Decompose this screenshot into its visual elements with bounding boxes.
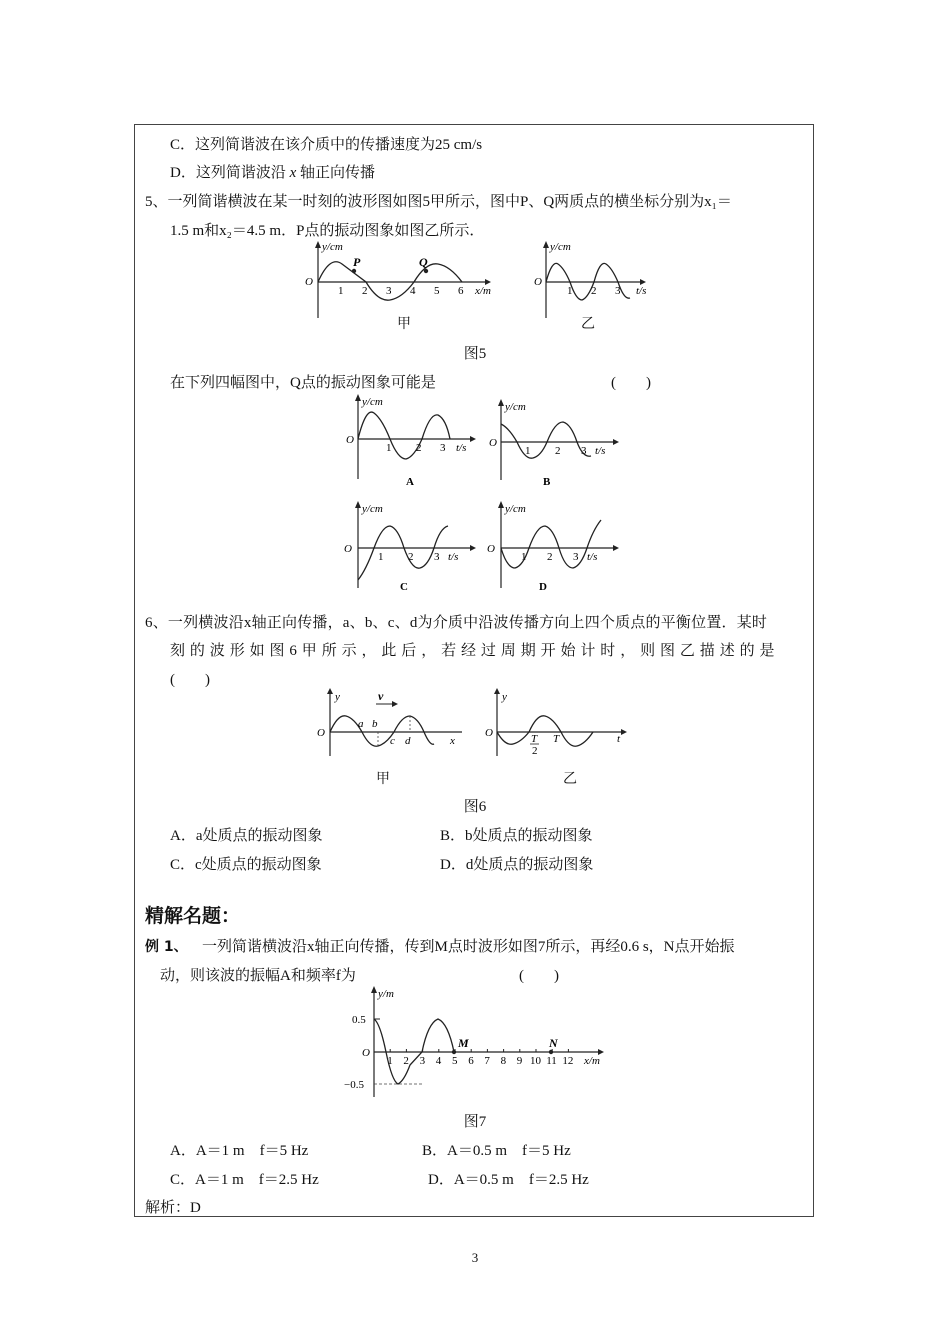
- example1-figure: [340, 985, 620, 1100]
- y-axis-label: y/cm: [362, 396, 383, 408]
- x-tick-label: 5: [452, 1055, 458, 1067]
- tick-2: 2: [362, 285, 368, 297]
- q5-figure-yi: [530, 240, 660, 320]
- x-tick-label: 9: [516, 1055, 523, 1067]
- y-tick-neg: −0.5: [344, 1079, 364, 1091]
- point-d-label: d: [405, 735, 411, 747]
- x-tick-label: 2: [403, 1055, 409, 1067]
- point-m-marker: [452, 1050, 456, 1054]
- tick-1: 1: [525, 445, 531, 457]
- q5-stem-line2: 1.5 m和x₂＝4.5 m．P点的振动图象如图乙所示．: [170, 223, 485, 239]
- q6-figure-jia: [312, 688, 472, 760]
- x-axis-label: t/s: [587, 551, 598, 563]
- tick-1: 1: [521, 551, 527, 563]
- choice-c-label: C: [400, 581, 408, 593]
- y-axis-label: y/cm: [505, 503, 526, 515]
- example1-label: 例 1、: [145, 939, 188, 955]
- page-number: 3: [471, 1250, 479, 1265]
- q6-figure-caption: 图6: [463, 799, 487, 815]
- q5-stem-line1: 5、一列简谐横波在某一时刻的波形图如图5甲所示，图中P、Q两质点的横坐标分别为x₁＝: [145, 194, 732, 210]
- q5-panel-yi: 乙: [581, 317, 595, 332]
- x-tick-label: 7: [484, 1055, 490, 1067]
- example1-answer-paren: ( ): [519, 968, 559, 984]
- tick-3: 3: [615, 285, 621, 297]
- x-tick-label: 4: [435, 1055, 442, 1067]
- tick-1: 1: [567, 285, 573, 297]
- tick-2: 2: [408, 551, 414, 563]
- q6-option-c: C．c处质点的振动图象: [170, 857, 322, 873]
- point-m-label: M: [458, 1036, 469, 1050]
- q6-option-d: D．d处质点的振动图象: [440, 857, 594, 873]
- q5-answer-paren: ( ): [611, 375, 651, 391]
- tick-3: 3: [440, 442, 446, 454]
- x-axis-label: t/s: [595, 445, 606, 457]
- origin-label: O: [317, 727, 325, 739]
- velocity-label: v: [378, 689, 384, 703]
- example1-option-c: C．A＝1 m f＝2.5 Hz: [170, 1172, 319, 1188]
- tick-1: 1: [386, 442, 392, 454]
- q5-figure-caption: 图5: [463, 346, 487, 362]
- tick-4: 4: [410, 285, 416, 297]
- q4-option-c: C．这列简谐波在该介质中的传播速度为25 cm/s: [170, 137, 483, 153]
- tick-period: T: [553, 733, 560, 745]
- tick-half-period-num: T: [531, 733, 538, 745]
- y-axis-label: y/cm: [362, 503, 383, 515]
- point-q-label: Q: [419, 255, 428, 269]
- example1-stem-line2: 动，则该波的振幅A和频率f为: [160, 968, 356, 984]
- tick-2: 2: [547, 551, 553, 563]
- tick-1: 1: [378, 551, 384, 563]
- tick-1: 1: [338, 285, 344, 297]
- x-tick-label: 8: [500, 1055, 507, 1067]
- choice-a-label: A: [406, 476, 414, 488]
- y-tick-pos: 0.5: [352, 1014, 366, 1026]
- q5-choice-d-graph: [483, 500, 623, 595]
- tick-2: 2: [555, 445, 561, 457]
- example1-option-d: D．A＝0.5 m f＝2.5 Hz: [428, 1172, 589, 1188]
- origin-label: O: [346, 434, 354, 446]
- q6-figure-yi: [483, 688, 643, 760]
- x-axis-label: x/m: [475, 285, 491, 297]
- q6-option-b: B．b处质点的振动图象: [440, 828, 593, 844]
- q6-stem-line2: 刻的波形如图6甲所示，此后，若经过周期开始计时，则图乙描述的是: [170, 643, 780, 659]
- example1-option-a: A．A＝1 m f＝5 Hz: [170, 1143, 309, 1159]
- point-p-marker: [352, 269, 356, 273]
- y-axis-label: y/m: [378, 988, 394, 1000]
- tick-2: 2: [591, 285, 597, 297]
- example1-analysis: 解析：D: [145, 1200, 201, 1216]
- q5-figure-jia: [300, 240, 510, 320]
- q5-panel-jia: 甲: [397, 317, 411, 332]
- y-axis-label: y/cm: [550, 241, 571, 253]
- q5-question: 在下列四幅图中，Q点的振动图象可能是: [170, 375, 436, 391]
- point-n-label: N: [549, 1036, 558, 1050]
- origin-label: O: [489, 437, 497, 449]
- y-axis-label: y: [335, 691, 340, 703]
- x-tick-label: 1: [387, 1055, 393, 1067]
- point-b-label: b: [372, 718, 378, 730]
- choice-d-label: D: [539, 581, 547, 593]
- y-axis-label: y: [502, 691, 507, 703]
- x-axis-label: t/s: [448, 551, 459, 563]
- x-axis-label: t/s: [636, 285, 647, 297]
- y-axis-label: y/cm: [505, 401, 526, 413]
- q6-panel-jia: 甲: [376, 772, 390, 787]
- q4-option-d: D．这列简谐波沿 x 轴正向传播: [170, 165, 376, 181]
- tick-3: 3: [573, 551, 579, 563]
- q6-panel-yi: 乙: [563, 772, 577, 787]
- x-axis-label: t/s: [456, 442, 467, 454]
- tick-6: 6: [458, 285, 464, 297]
- tick-3: 3: [386, 285, 392, 297]
- x-tick-label: 6: [468, 1055, 474, 1067]
- x-axis-label: t: [617, 733, 621, 745]
- origin-label: O: [344, 543, 352, 555]
- example1-option-b: B．A＝0.5 m f＝5 Hz: [422, 1143, 571, 1159]
- point-q-marker: [424, 269, 428, 273]
- q5-choice-c-graph: [340, 500, 480, 595]
- point-a-label: a: [358, 718, 364, 730]
- section-heading: 精解名题：: [145, 905, 241, 927]
- x-axis-label: x/m: [584, 1055, 600, 1067]
- x-tick-label: 12: [562, 1055, 574, 1067]
- q5-choice-b-graph: [483, 398, 623, 493]
- x-axis-label: x: [450, 735, 455, 747]
- point-c-label: c: [390, 735, 395, 747]
- point-p-label: P: [353, 255, 361, 269]
- q6-option-a: A．a处质点的振动图象: [170, 828, 323, 844]
- origin-label: O: [534, 276, 542, 288]
- q6-stem-line1: 6、一列横波沿x轴正向传播，a、b、c、d为介质中沿波传播方向上四个质点的平衡位置．某时: [145, 615, 768, 631]
- origin-label: O: [487, 543, 495, 555]
- tick-half-period-den: 2: [532, 745, 538, 757]
- example1-stem-line1: 一列简谐横波沿x轴正向传播，传到M点时波形如图7所示，再经0.6 s，N点开始振: [202, 939, 735, 955]
- origin-label: O: [362, 1047, 370, 1059]
- x-tick-label: 10: [530, 1055, 541, 1067]
- q6-stem-line3: ( ): [170, 672, 210, 688]
- tick-2: 2: [416, 442, 422, 454]
- x-tick-label: 3: [419, 1055, 426, 1067]
- origin-label: O: [305, 276, 313, 288]
- q5-choice-a-graph: [340, 393, 480, 493]
- x-tick-label: 11: [546, 1055, 557, 1067]
- choice-b-label: B: [543, 476, 551, 488]
- origin-label: O: [485, 727, 493, 739]
- y-axis-label: y/cm: [322, 241, 343, 253]
- tick-5: 5: [434, 285, 440, 297]
- example1-figure-caption: 图7: [463, 1114, 487, 1130]
- tick-3: 3: [434, 551, 440, 563]
- tick-3: 3: [581, 445, 587, 457]
